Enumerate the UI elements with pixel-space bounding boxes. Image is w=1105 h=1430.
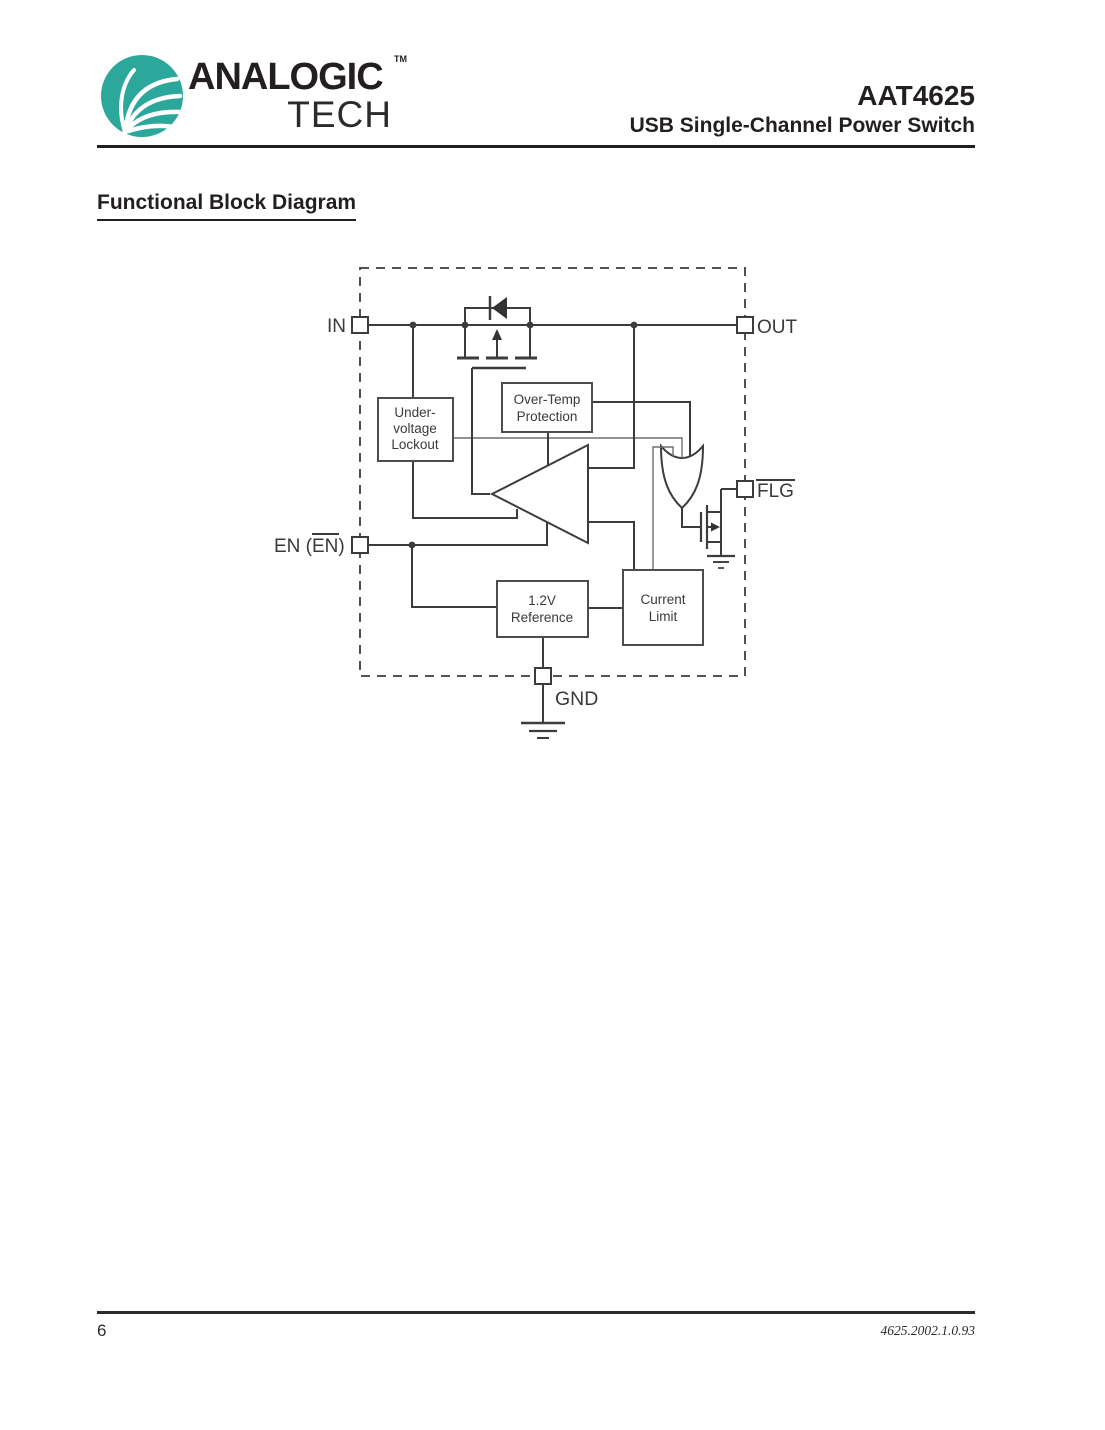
gnd-ground-icon bbox=[521, 723, 565, 738]
flg-fet-body-arrow bbox=[711, 523, 720, 532]
block-current-limit bbox=[623, 570, 703, 645]
page-number: 6 bbox=[97, 1321, 107, 1340]
product-title: USB Single-Channel Power Switch bbox=[629, 114, 975, 137]
in-pin-label: IN bbox=[327, 316, 346, 337]
ilim-label-line2: Limit bbox=[648, 609, 678, 624]
en-label-suffix: ) bbox=[338, 536, 345, 557]
block-reference bbox=[497, 581, 588, 637]
in-pin-pad bbox=[352, 317, 368, 333]
en-pin-label bbox=[274, 536, 345, 557]
gnd-pin-pad bbox=[535, 668, 551, 684]
out-pin-label: OUT bbox=[757, 317, 798, 338]
ref-label-line2: Reference bbox=[510, 610, 574, 625]
otp-label-line2: Protection bbox=[516, 409, 578, 424]
otp-label-line1: Over-Temp bbox=[513, 392, 581, 407]
en-label-prefix: EN ( bbox=[274, 536, 312, 557]
flg-pin-label: FLG bbox=[757, 481, 794, 502]
body-diode-icon bbox=[490, 296, 507, 320]
block-over-temp-protection bbox=[502, 383, 592, 432]
en-label-overlined: EN bbox=[312, 536, 339, 557]
trademark-symbol: TM bbox=[394, 54, 407, 64]
flg-pin-pad bbox=[737, 481, 753, 497]
mosfet-body-arrow bbox=[492, 329, 502, 340]
uvl-label-line1: Under- bbox=[394, 405, 436, 420]
block-undervoltage-lockout bbox=[378, 398, 453, 461]
section-title: Functional Block Diagram bbox=[97, 191, 356, 221]
ilim-label-line1: Current bbox=[640, 592, 686, 607]
document-code: 4625.2002.1.0.93 bbox=[880, 1323, 975, 1338]
part-number: AAT4625 bbox=[857, 80, 975, 111]
ref-label-line1: 1.2V bbox=[528, 593, 556, 608]
out-pin-pad bbox=[737, 317, 753, 333]
brand-name-bottom: TECH bbox=[287, 94, 392, 135]
gnd-pin-label: GND bbox=[555, 688, 599, 710]
footer-rule bbox=[97, 1311, 975, 1314]
flg-ground-icon bbox=[707, 556, 735, 568]
gate-driver-amplifier bbox=[492, 445, 588, 543]
en-pin-pad bbox=[352, 537, 368, 553]
uvl-label-line2: voltage bbox=[393, 421, 437, 436]
brand-name-top: ANALOGIC bbox=[188, 56, 383, 98]
uvl-label-line3: Lockout bbox=[391, 437, 439, 452]
